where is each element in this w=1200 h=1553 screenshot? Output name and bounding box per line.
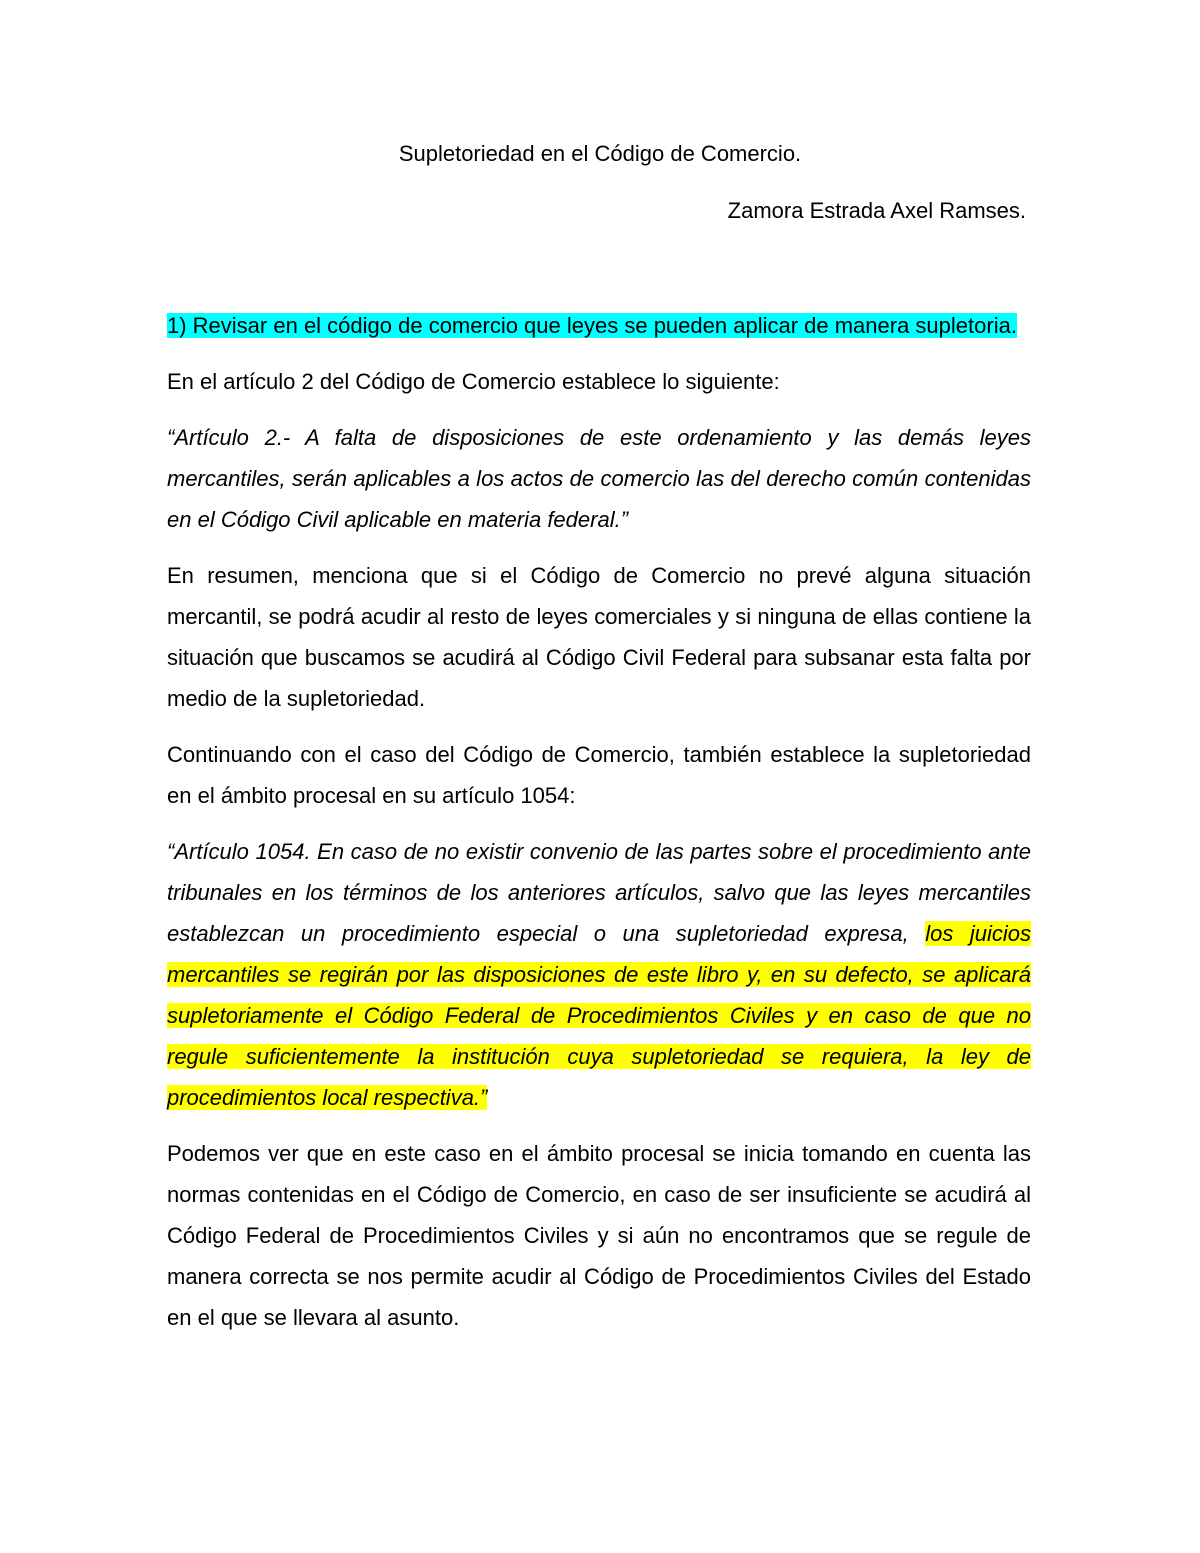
paragraph-article-1054-intro: Continuando con el caso del Código de Comercio, también establece la supletoriedad en el ámbito procesal en su artículo 1054: [167,742,1031,808]
paragraph-article-2-intro: En el artículo 2 del Código de Comercio establece lo siguiente: [167,369,780,394]
quote-article-1054-plain: “Artículo 1054. En caso de no existir convenio de las partes sobre el procedimiento ante tribunales en los términos de los anteriores artículos, salvo que las leyes mercantiles establezcan un procedimiento especial o una supletoriedad expresa, [167,839,1031,946]
document-body [167,305,1031,1353]
quote-article-2: “Artículo 2.- A falta de disposiciones de este ordenamiento y las demás leyes mercantiles, serán aplicables a los actos de comercio las del derecho común contenidas en el Código Civil aplicable en materia federal.” [167,425,1031,532]
document-author: Zamora Estrada Axel Ramses. [727,198,1026,223]
quote-article-1054-highlight: los juicios mercantiles se regirán por las disposiciones de este libro y, en su defecto, se aplicará supletoriamente el Código Federal de Procedimientos Civiles y en caso de que no regule suficientemente la institución cuya supletoriedad se requiera, la ley de procedimientos local respectiva.” [167,921,1031,1110]
paragraph-summary: En resumen, menciona que si el Código de Comercio no prevé alguna situación mercantil, se podrá acudir al resto de leyes comerciales y si ninguna de ellas contiene la situación que buscamos se acudirá al Código Civil Federal para subsanar esta falta por medio de la supletoriedad. [167,563,1031,711]
question-highlight: 1) Revisar en el código de comercio que leyes se pueden aplicar de manera supletoria. [167,313,1017,338]
quote-article-1054 [167,831,1031,1118]
question-paragraph [167,305,1031,346]
paragraph-conclusion: Podemos ver que en este caso en el ámbito procesal se inicia tomando en cuenta las normas contenidas en el Código de Comercio, en caso de ser insuficiente se acudirá al Código Federal de Procedimientos Civiles y si aún no encontramos que se regule de manera correcta se nos permite acudir al Código de Procedimientos Civiles del Estado en el que se llevara al asunto. [167,1141,1031,1330]
document-title: Supletoriedad en el Código de Comercio. [398,141,802,166]
